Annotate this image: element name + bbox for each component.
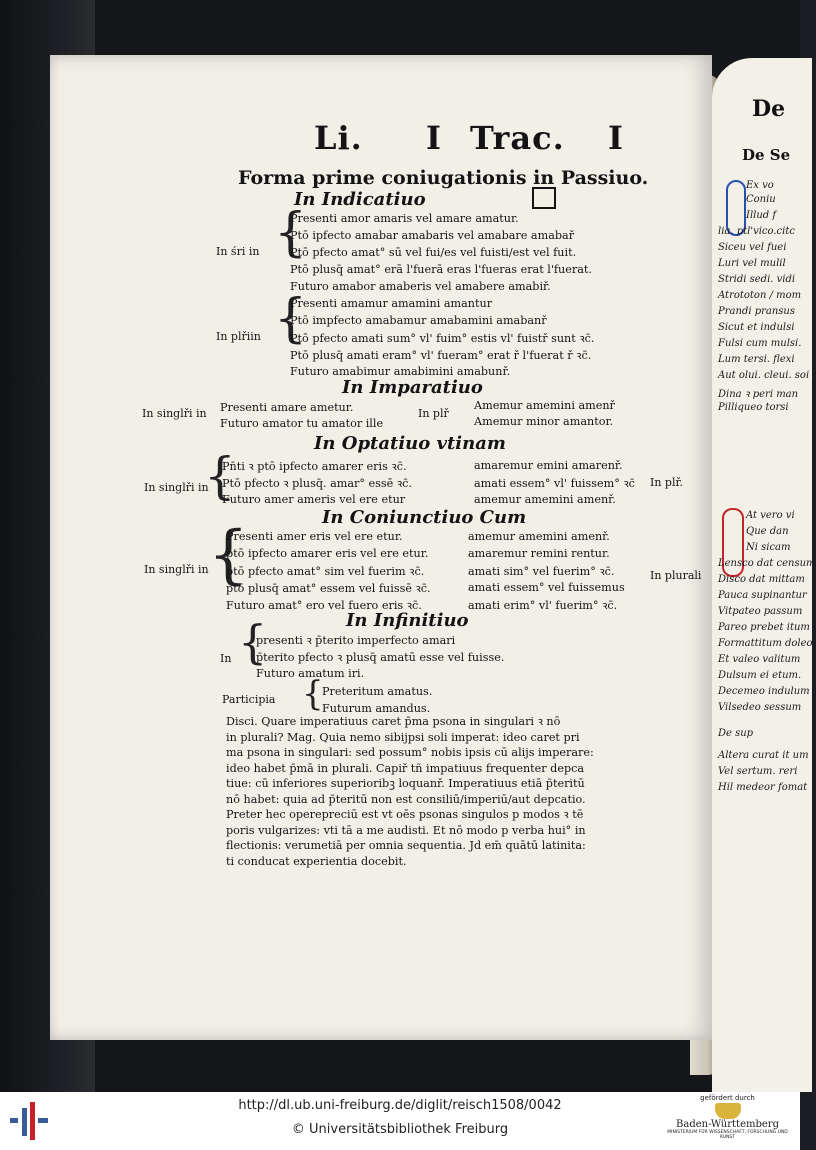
coniunctivo-plural-line: amaremur remini rentur. [468,547,610,560]
imperativo-plural-line: Amemur minor amantor. [474,415,614,428]
header-tract-number: I [608,119,624,157]
right-page-line: At vero vi [746,510,795,521]
header-book: Li. [314,119,363,157]
funder-name: Baden-Württemberg [676,1119,779,1130]
paragraph-line: in plurali? Mag. Quia nemo sibijpsi soli imperat: ideo caret pri [226,730,580,744]
coniunctivo-singular-line: Presenti amer eris vel ere etur. [226,530,403,543]
imperativo-singular-label: In singlři in [142,407,207,420]
right-page-heading: De [752,96,786,122]
optativo-singular-label: In singlři in [144,481,209,494]
right-page-line: Dina ꝛ peri man [718,389,799,400]
coniunctivo-plural-line: amemur amemini amenř. [468,530,610,543]
imperativo-plural-label: In plř [418,407,449,420]
indicativo-singular-line: Presenti amor amaris vel amare amatur. [290,212,519,225]
paragraph-line: Disci. Quare imperatiuus caret p̄ma psona in singulari ꝛ nō [226,715,561,728]
infinitivo-line: presenti ꝛ p̄terito imperfecto amari [256,634,456,647]
right-page-line: Formattitum doleo [718,638,813,649]
indicativo-singular-label: In śri in [216,245,260,258]
paragraph-line: ti conducat experientia docebit. [226,854,407,868]
coniunctivo-singular-line: ptō pfecto amat° sim vel fuerim ꝛc̄. [226,565,425,578]
right-page-line: Aut olui. cleui. soi [718,370,810,381]
optativo-singular-line: Ptō pfecto ꝛ plusq̄. amar° essē ꝛc̄. [222,477,412,490]
right-page-line: Altera curat it um [718,750,809,761]
section-indicativo: In Indicatiuo [294,189,426,210]
viewer-footer [0,1092,800,1150]
right-page-line: Illud f [746,210,777,221]
right-page-line: Stridi sedi. vidi [718,274,796,285]
crest-icon [715,1103,741,1119]
coniunctivo-plural-line: amati erim° vl' fuerim° ꝛc̄. [468,599,618,612]
header-tract: Trac. [470,119,565,157]
paragraph-line: ma psona in singulari: sed possum° nobis ipsis cū alijs imperare: [226,746,594,759]
paragraph-line: Preter hec operepreciū est vt oēs psonas singulos p modos ꝛ tē [226,808,584,821]
indicativo-plural-line: Ptō pfecto amati sum° vl' fuim° estis vl' fuistř sunt ꝛc̄. [290,332,595,345]
right-page-line: Dulsum ei etum. [718,670,802,681]
copyright-notice: © Universitätsbibliothek Freiburg [291,1122,509,1137]
right-page-line: Decemeo indulum [718,686,810,697]
right-page-line: Pauca supinantur [718,590,807,601]
indicativo-singular-line: Futuro amabor amaberis vel amabere amabiř. [290,280,551,293]
optativo-singular-line: Pn̄ti ꝛ ptō ipfecto amarer eris ꝛc̄. [222,460,407,473]
imperativo-singular-line: Futuro amator tu amator ille [220,417,384,430]
right-page-line: De sup [718,728,754,739]
right-page-line: Pareo prebet itum [718,622,810,633]
dialogue-paragraph [226,714,658,869]
page-title: Forma prime coniugationis in Passiuo. [238,167,649,189]
coniunctivo-plural-label: In plurali [650,569,702,582]
paragraph-line: flectionis: verumetiā per omnia sequentia. Jd em̄ quātū latinita: [226,839,586,852]
paragraph-line: poris vulgarizes: vti tā a me audisti. Et nō modo p verba hui° in [226,823,586,837]
right-page-line: Lensco dat censum [718,558,816,569]
participia-line: Futurum amandus. [322,702,431,715]
right-page-line: Pilliqueo torsi [718,402,789,413]
right-page-partial [712,58,816,1092]
coniunctivo-singular-line: ptō ipfecto amarer eris vel ere etur. [226,547,429,560]
participia-label: Participia [222,693,276,706]
indicativo-plural-line: Ptō plusq̄ amati eram° vl' fueram° erat ř l'fuerat ř ꝛc̄. [290,349,592,362]
imperativo-singular-line: Presenti amare ametur. [220,401,354,414]
right-page-line: Coniu [746,194,776,205]
brace: { [208,518,249,592]
right-page-line: Prandi pransus [718,306,795,317]
optativo-plural-line: amemur amemini amenř. [474,493,616,506]
coniunctivo-singular-line: Futuro amat° ero vel fuero eris ꝛc̄. [226,599,422,612]
infinitivo-line: Futuro amatum iri. [256,667,365,680]
right-page-line: Fulsi cum mulsi. [718,338,802,349]
right-page-line: Vilsedeo sessum [718,702,802,713]
ministry-name: MINISTERIUM FÜR WISSENSCHAFT, FORSCHUNG UND KUNST [667,1130,788,1140]
funded-by-label: gefördert durch [700,1094,755,1102]
optativo-singular-line: Futuro amer ameris vel ere etur [222,493,406,506]
right-page-line: Hil medeor fomat [718,782,808,793]
indicativo-singular-line: Ptō pfecto amat° sū vel fui/es vel fuisti/est vel fuit. [290,246,577,259]
indicativo-plural-line: Ptō impfecto amabamur amabamini amabanř [290,314,547,327]
paragraph-line: ideo habet p̄mā in plurali. Capiř tñ impatiuus frequenter depca [226,761,585,775]
section-imperativo: In Imparatiuo [342,377,483,398]
coniunctivo-plural-line: amati essem° vel fuissemus [468,581,625,594]
header-book-number: I [426,119,442,157]
right-page-line: Que dan [746,526,789,537]
right-page-line: lia. ptl'vico.citc [718,226,795,237]
right-page-line: Ex vo [746,180,774,191]
optativo-plural-line: amaremur emini amarenř. [474,459,623,472]
right-page-line: Vel sertum. reri [718,766,798,777]
section-coniunctivo: In Coniunctiuo Cum [322,507,527,528]
right-page-line: Sicut et indulsi [718,322,795,333]
coniunctivo-singular-label: In singlři in [144,563,209,576]
section-optativo: In Optatiuo vtinam [314,433,506,454]
participia-line: Preteritum amatus. [322,685,433,698]
funder-logo [660,1094,795,1148]
brace: { [238,615,268,669]
coniunctivo-plural-line: amati sim° vel fuerim° ꝛc̄. [468,565,615,578]
brace: { [302,674,324,714]
imperativo-plural-line: Amemur amemini amenř [474,399,615,412]
brace: { [204,447,236,505]
indicativo-plural-line: Futuro amabimur amabimini amabunř. [290,365,511,378]
indicativo-singular-line: Ptō ipfecto amabar amabaris vel amabare amabař [290,229,575,242]
initial-box [532,187,556,209]
infinitivo-line: p̄terito pfecto ꝛ plusq̄ amatū esse vel fuisse. [256,651,505,664]
right-page-line: Lum tersi. flexi [718,354,795,365]
permalink-url[interactable]: http://dl.ub.uni-freiburg.de/diglit/reisch1508/0042 [238,1098,562,1113]
paragraph-line: tiue: cū inferiores superioribꝫ loquanř. Imperatiuus etiā p̄teritū [226,777,585,790]
right-page-line: Disco dat mittam [718,574,805,585]
right-page-line: Et valeo valitum [718,654,801,665]
optativo-plural-label: In plř. [650,476,684,489]
indicativo-plural-label: In plřiin [216,330,261,343]
paragraph-line: nō habet: quia ad p̄teritū non est consiliū/imperiū/aut depcatio. [226,792,586,806]
right-page-line: Luri vel mulil [718,258,786,269]
coniunctivo-singular-line: ptō plusq̄ amat° essem vel fuissē ꝛc̄. [226,582,431,595]
right-page-subheading: De Se [742,146,791,164]
right-page-line: Vitpateo passum [718,606,803,617]
left-page [50,55,712,1040]
right-page-line: Ni sicam [746,542,791,553]
infinitivo-label: In [220,652,232,665]
right-page-line: Atrototon / mom [718,290,802,301]
right-page-line: Siceu vel fuei [718,242,787,253]
indicativo-singular-line: Ptō plusq̄ amat° erā l'fuerā eras l'fueras erat l'fuerat. [290,263,592,276]
brace: { [274,289,308,349]
optativo-plural-line: amati essem° vl' fuissem° ꝛc̄ [474,477,635,490]
section-infinitivo: In Infinitiuo [346,610,469,631]
brace: { [274,203,308,263]
indicativo-plural-line: Presenti amamur amamini amantur [290,297,493,310]
